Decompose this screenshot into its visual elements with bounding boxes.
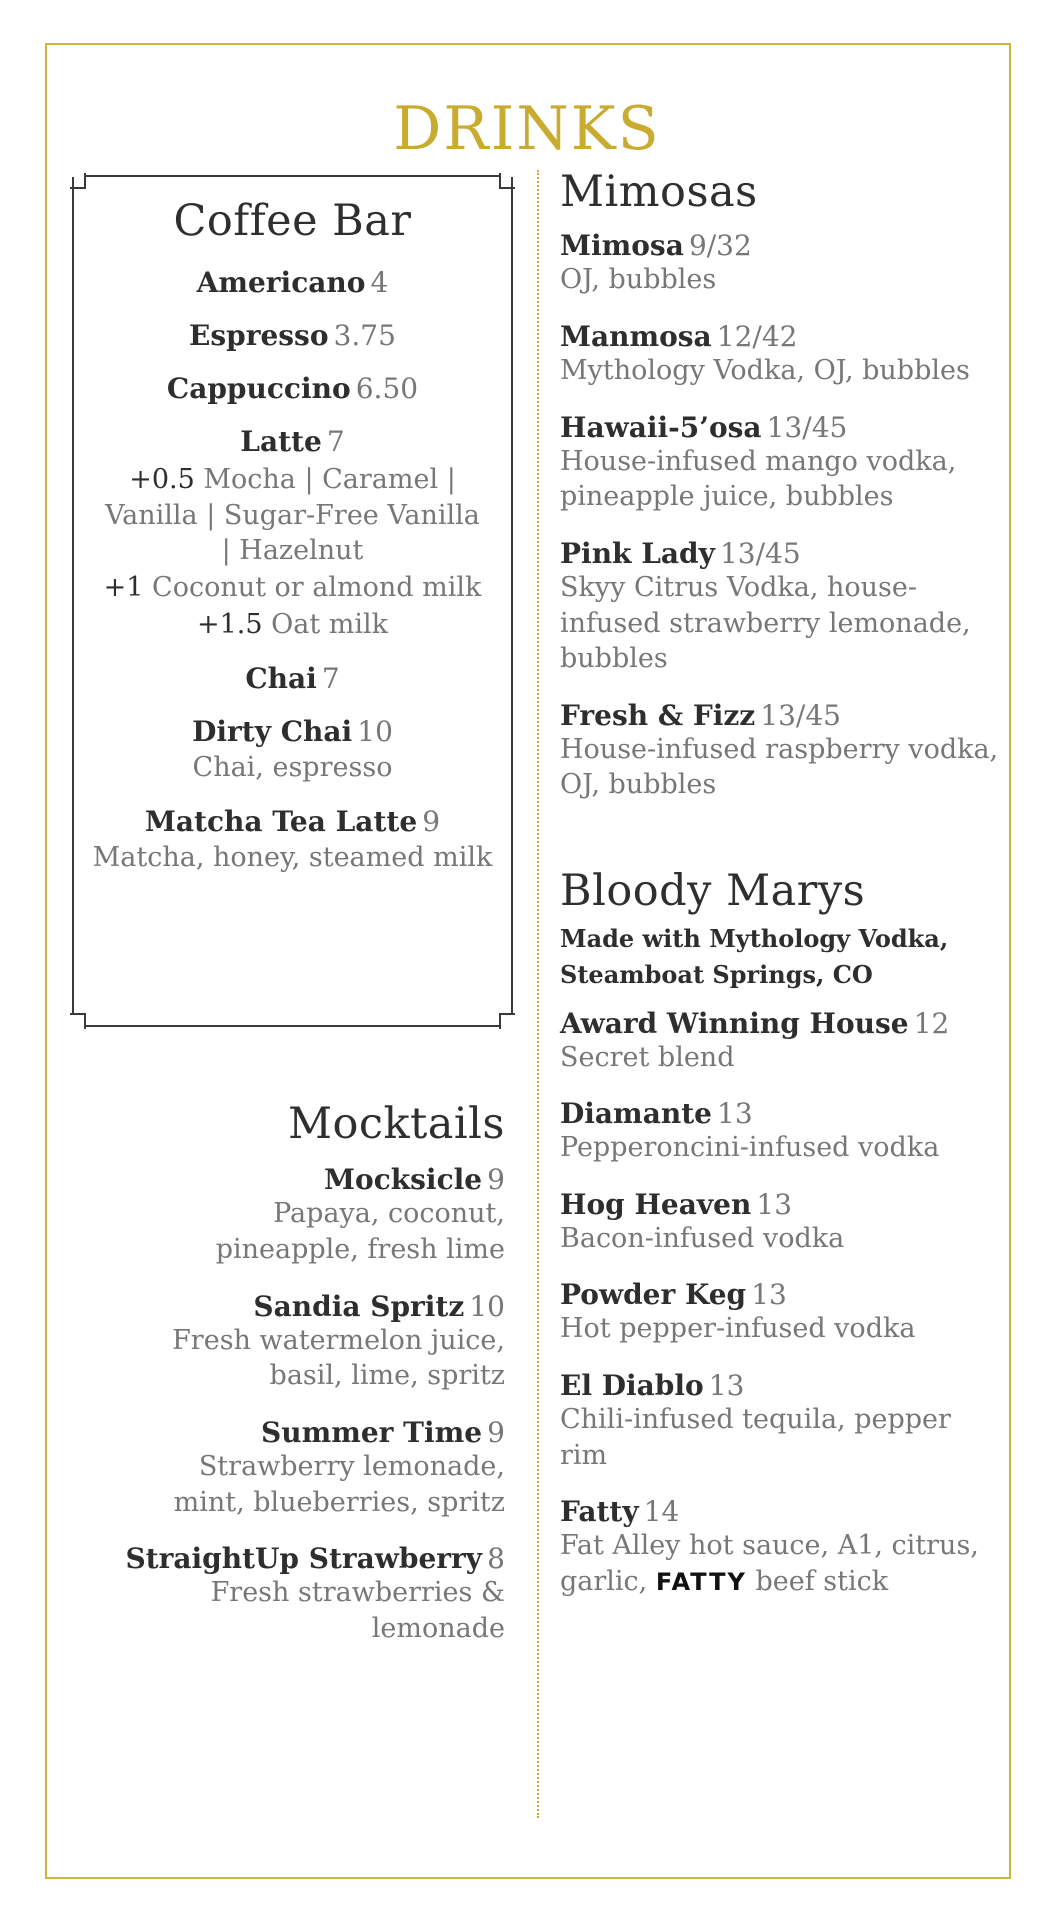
menu-item-straightup-strawberry	[80, 1542, 505, 1646]
bloody-marys-heading: Bloody Marys	[560, 866, 866, 917]
item-name: Espresso	[189, 319, 329, 353]
item-description: House-infused mango vodka, pineapple juice, bubbles	[560, 445, 957, 513]
menu-item-fresh-and-fizz	[560, 699, 1000, 803]
item-name: Dirty Chai	[192, 714, 353, 748]
latte-addon	[74, 462, 511, 567]
coffee-bar-box	[72, 175, 513, 1027]
item-description: Fresh strawberries & lemonade	[210, 1577, 505, 1644]
page-title: DRINKS	[393, 94, 661, 165]
bloody-marys-subheading	[560, 921, 1000, 993]
box-corner	[70, 1013, 86, 1029]
mimosas-section	[560, 168, 1000, 803]
item-price: 10	[357, 714, 393, 748]
item-description: Chai, espresso	[192, 751, 393, 783]
mimosas-heading: Mimosas	[560, 167, 758, 217]
item-name: Hog Heaven	[560, 1187, 752, 1221]
item-description: Papaya, coconut, pineapple, fresh lime	[215, 1198, 505, 1266]
item-price: 9	[487, 1415, 505, 1449]
menu-item-sandia-spritz	[80, 1290, 505, 1394]
menu-item-cappuccino	[74, 372, 511, 405]
item-price: 9	[422, 805, 441, 838]
menu-item-dirty-chai	[74, 715, 511, 785]
item-price: 7	[326, 425, 345, 459]
item-description: Bacon-infused vodka	[560, 1222, 845, 1254]
item-price: 12/42	[716, 320, 798, 354]
item-price: 13/45	[760, 698, 841, 732]
bloody-marys-section	[560, 867, 1000, 1599]
item-name: Manmosa	[560, 320, 712, 354]
item-name: Fatty	[560, 1495, 639, 1529]
menu-item-matcha-tea-latte	[74, 805, 511, 875]
item-price: 3.75	[333, 319, 396, 353]
addon-text: Coconut or almond milk	[152, 571, 482, 603]
item-price: 13	[751, 1278, 787, 1312]
item-name: Pink Lady	[560, 536, 715, 570]
item-name: StraightUp Strawberry	[125, 1542, 483, 1576]
addon-text: Oat milk	[271, 608, 389, 640]
item-price: 12	[913, 1006, 950, 1040]
item-description: Skyy Citrus Vodka, house-infused strawberry lemonade, bubbles	[560, 571, 971, 675]
item-name: El Diablo	[560, 1369, 704, 1402]
addon-text: Mocha | Caramel | Vanilla | Sugar-Free Vanilla | Hazelnut	[105, 464, 480, 566]
menu-item-el-diablo	[560, 1369, 1000, 1473]
item-description: Fat Alley hot sauce, A1, citrus,	[560, 1530, 979, 1562]
addon-price: +1	[103, 571, 144, 603]
item-price: 13/45	[719, 536, 801, 570]
addon-price: +1.5	[196, 608, 263, 640]
item-name: Mimosa	[560, 229, 684, 263]
mocktails-heading: Mocktails	[287, 1099, 505, 1149]
item-description: Matcha, honey, steamed milk	[92, 842, 493, 873]
latte-addon	[74, 607, 511, 642]
item-name: Diamante	[560, 1097, 712, 1131]
item-description: Chili-infused tequila, pepper rim	[560, 1404, 951, 1471]
item-name: Sandia Spritz	[253, 1289, 465, 1323]
menu-item-manmosa	[560, 320, 1000, 389]
item-description	[560, 1564, 1000, 1600]
subheading-line: Steamboat Springs, CO	[560, 959, 873, 989]
menu-item-mimosa	[560, 229, 1000, 298]
menu-item-powder-keg	[560, 1278, 1000, 1347]
item-description: Pepperoncini-infused vodka	[560, 1132, 940, 1164]
menu-item-hog-heaven	[560, 1188, 1000, 1257]
box-corner	[70, 173, 86, 189]
item-name: Fresh & Fizz	[560, 698, 756, 732]
menu-item-mocksicle	[80, 1163, 505, 1267]
fatty-brand-logo: FATTY	[655, 1567, 747, 1596]
item-name: Chai	[245, 661, 317, 695]
subheading-line: Made with Mythology Vodka,	[560, 923, 949, 953]
item-price: 4	[370, 266, 389, 300]
item-description: House-infused raspberry vodka, OJ, bubbles	[560, 733, 999, 801]
menu-item-award-winning-house	[560, 1007, 1000, 1076]
column-divider	[537, 170, 539, 1818]
item-price: 13	[708, 1369, 745, 1402]
box-corner	[499, 1013, 515, 1029]
item-price: 14	[643, 1495, 680, 1529]
right-column	[560, 168, 1000, 1600]
menu-item-diamante	[560, 1097, 1000, 1166]
item-price: 9	[487, 1163, 505, 1197]
item-price: 9/32	[688, 229, 752, 263]
menu-item-chai	[74, 662, 511, 695]
menu-item-espresso	[74, 319, 511, 352]
item-price: 8	[487, 1542, 505, 1576]
item-description: Fresh watermelon juice, basil, lime, spritz	[172, 1324, 505, 1392]
item-price: 13	[717, 1097, 753, 1131]
addon-price: +0.5	[129, 464, 195, 496]
menu-item-summer-time	[80, 1416, 505, 1520]
menu-item-latte	[74, 425, 511, 641]
item-description: Strawberry lemonade, mint, blueberries, spritz	[173, 1450, 505, 1518]
item-name: Mocksicle	[324, 1163, 483, 1197]
item-price: 13	[756, 1187, 793, 1221]
mocktails-section	[80, 1100, 505, 1646]
item-price: 13/45	[766, 410, 848, 444]
item-name: Powder Keg	[560, 1278, 747, 1312]
item-name: Award Winning House	[560, 1006, 909, 1040]
menu-item-pink-lady	[560, 537, 1000, 677]
item-description: Mythology Vodka, OJ, bubbles	[560, 355, 970, 387]
menu-item-hawaii-5osa	[560, 411, 1000, 515]
item-name: Matcha Tea Latte	[144, 805, 418, 838]
menu-item-fatty	[560, 1495, 1000, 1599]
item-name: Latte	[240, 425, 322, 459]
desc-text: garlic,	[560, 1565, 648, 1597]
desc-text: beef stick	[755, 1565, 889, 1597]
item-description: OJ, bubbles	[560, 264, 717, 296]
item-name: Americano	[196, 266, 366, 300]
item-description: Secret blend	[560, 1041, 735, 1073]
coffee-bar-heading: Coffee Bar	[173, 196, 412, 246]
item-name: Summer Time	[261, 1415, 483, 1449]
item-price: 7	[321, 661, 340, 695]
latte-addon	[74, 570, 511, 605]
item-price: 6.50	[355, 372, 419, 406]
menu-item-americano	[74, 266, 511, 299]
box-corner	[499, 173, 515, 189]
item-price: 10	[469, 1289, 505, 1323]
item-name: Cappuccino	[166, 372, 351, 406]
item-description: Hot pepper-infused vodka	[560, 1313, 916, 1345]
item-name: Hawaii-5’osa	[560, 410, 762, 444]
